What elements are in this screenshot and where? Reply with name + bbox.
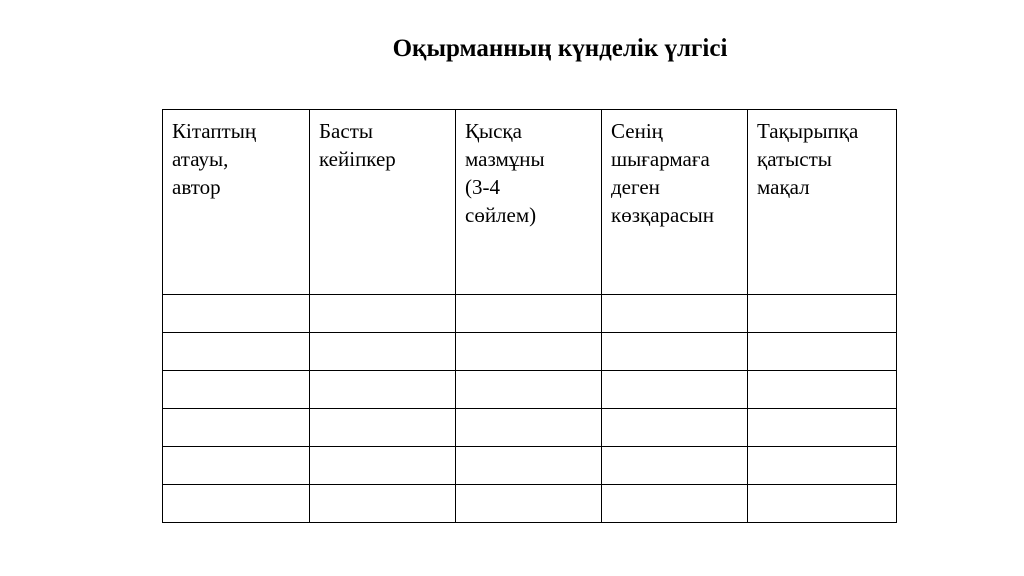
table-cell — [602, 485, 748, 523]
table-cell — [456, 295, 602, 333]
table-cell — [310, 485, 456, 523]
table-cell — [748, 295, 897, 333]
table-cell — [310, 295, 456, 333]
header-cell-main-character: Басты кейіпкер — [310, 110, 456, 295]
table-row — [163, 409, 897, 447]
table-cell — [748, 485, 897, 523]
table-cell — [748, 371, 897, 409]
table-cell — [456, 447, 602, 485]
table-cell — [456, 409, 602, 447]
table-cell — [163, 333, 310, 371]
table-cell — [602, 295, 748, 333]
header-cell-short-summary: Қысқа мазмұны (3-4 сөйлем) — [456, 110, 602, 295]
table-cell — [748, 447, 897, 485]
table-cell — [748, 333, 897, 371]
table-cell — [163, 447, 310, 485]
header-cell-your-opinion: Сенің шығармаға деген көзқарасын — [602, 110, 748, 295]
table-cell — [748, 409, 897, 447]
document-title: Оқырманның күнделік үлгісі — [392, 35, 728, 62]
header-cell-book-title-author: Кітаптың атауы, автор — [163, 110, 310, 295]
table-row — [163, 485, 897, 523]
table-header-row — [163, 110, 897, 295]
table-row — [163, 371, 897, 409]
table-cell — [163, 409, 310, 447]
table-cell — [310, 333, 456, 371]
table-cell — [310, 447, 456, 485]
table-row — [163, 447, 897, 485]
table-cell — [456, 485, 602, 523]
table-cell — [602, 371, 748, 409]
table-cell — [602, 409, 748, 447]
table-cell — [310, 371, 456, 409]
table-cell — [456, 333, 602, 371]
table-cell — [456, 371, 602, 409]
table-row — [163, 295, 897, 333]
header-cell-proverb: Тақырыпқа қатысты мақал — [748, 110, 897, 295]
table-cell — [602, 447, 748, 485]
table-cell — [163, 295, 310, 333]
table-cell — [163, 371, 310, 409]
reading-diary-table — [162, 109, 897, 523]
table-row — [163, 333, 897, 371]
table-cell — [163, 485, 310, 523]
table-cell — [602, 333, 748, 371]
table-cell — [310, 409, 456, 447]
